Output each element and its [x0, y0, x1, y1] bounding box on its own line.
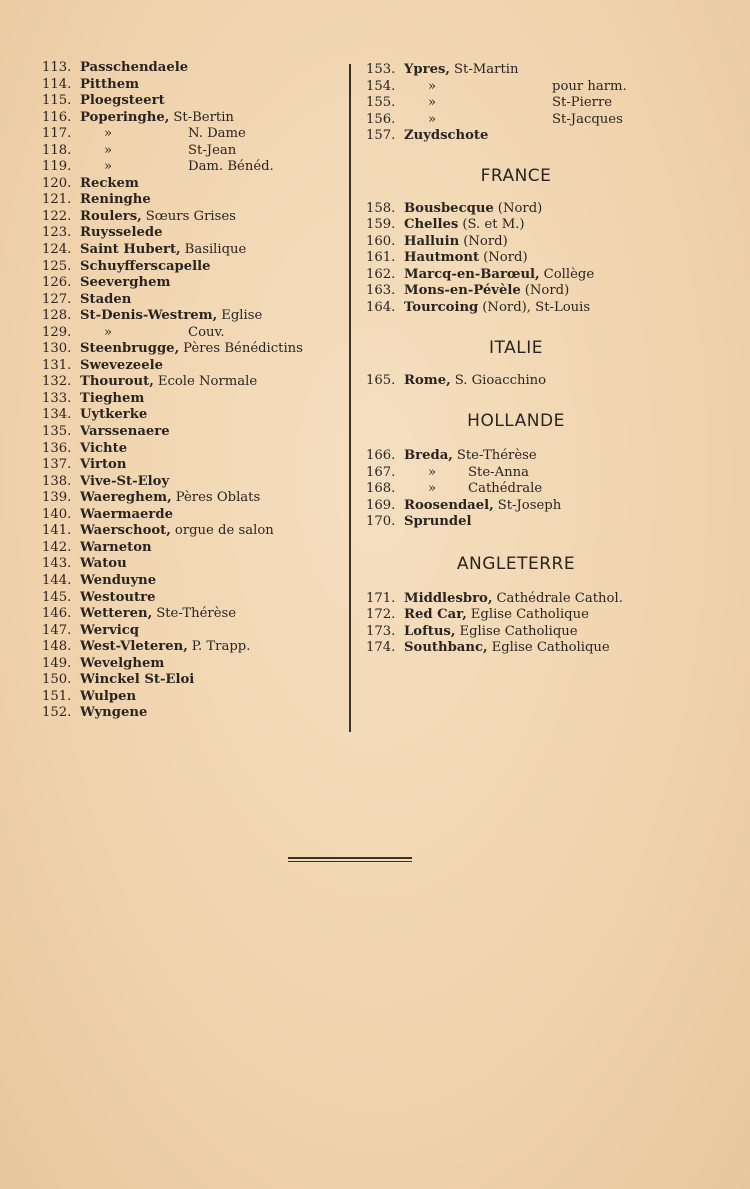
entry-number: 126. [42, 275, 72, 291]
list-entry [366, 624, 666, 641]
place-name: Ruysselede [80, 225, 163, 241]
list-entry [42, 192, 347, 209]
location-detail: (Nord) [497, 200, 543, 216]
section-title-italie: ITALIE [489, 337, 543, 358]
place-name: Vive-St-Eloy [80, 473, 170, 489]
entry-number: 136. [42, 440, 72, 456]
entry-number: 162. [366, 266, 396, 282]
place-name: Middlesbro, [404, 590, 493, 606]
place-name: Wevelghem [80, 655, 165, 671]
location-detail: Collège [543, 266, 595, 282]
list-entry [42, 292, 347, 309]
entry-number: 174. [366, 640, 396, 656]
place-name: Tieghem [80, 390, 145, 406]
location-detail: Basilique [184, 242, 247, 258]
list-entry [366, 465, 666, 482]
place-name: Roulers, [80, 208, 142, 224]
entry-number: 123. [42, 225, 72, 241]
place-name: Reninghe [80, 192, 151, 208]
list-entry [42, 143, 347, 160]
list-entry [366, 591, 666, 608]
entry-number: 151. [42, 688, 72, 704]
place-name: Uytkerke [80, 407, 148, 423]
place-name: Waermaerde [80, 506, 173, 522]
list-entry [42, 242, 347, 259]
right-column [366, 62, 666, 657]
entry-number: 155. [366, 95, 396, 111]
place-name: Steenbrugge, [80, 341, 180, 357]
entry-number: 145. [42, 589, 72, 605]
entry-number: 142. [42, 539, 72, 555]
place-name: Seeverghem [80, 275, 171, 291]
location-detail: N. Dame [188, 126, 246, 142]
place-name: Marcq-en-Barœul, [404, 266, 540, 282]
place-name: Reckem [80, 175, 139, 191]
list-entry [42, 540, 347, 557]
list-entry [366, 128, 666, 145]
place-name: Mons-en-Pévèle [404, 283, 521, 299]
list-entry [366, 217, 666, 234]
entry-number: 116. [42, 109, 72, 125]
location-detail: St-Martin [454, 62, 519, 77]
list-entry [42, 523, 347, 540]
list-entry [42, 507, 347, 524]
list-entry [42, 93, 347, 110]
entry-number: 172. [366, 607, 396, 623]
place-name: Chelles [404, 217, 459, 233]
list-entry [42, 689, 347, 706]
entry-number: 113. [42, 60, 72, 75]
entry-number: 149. [42, 655, 72, 671]
entry-number: 144. [42, 572, 72, 588]
list-entry [42, 623, 347, 640]
location-detail: Eglise [221, 308, 263, 324]
ditto-mark: » [104, 159, 113, 175]
place-name: Loftus, [404, 623, 456, 639]
location-detail: Pères Bénédictins [183, 341, 303, 357]
entry-number: 171. [366, 590, 396, 606]
list-entry [42, 573, 347, 590]
location-detail: St-Jacques [552, 111, 623, 127]
entry-number: 125. [42, 258, 72, 274]
list-entry [366, 514, 666, 531]
list-entry [42, 590, 347, 607]
entry-number: 129. [42, 324, 72, 340]
entry-number: 146. [42, 606, 72, 622]
location-detail: S. Gioacchino [454, 372, 547, 388]
entry-number: 119. [42, 159, 72, 175]
belgium-continued-list [366, 62, 666, 145]
entry-number: 167. [366, 464, 396, 480]
location-detail: P. Trapp. [191, 639, 251, 655]
list-entry [42, 672, 347, 689]
ditto-mark: » [428, 464, 437, 480]
list-entry [42, 457, 347, 474]
ditto-mark: » [428, 78, 437, 94]
entry-number: 153. [366, 62, 396, 77]
entry-number: 161. [366, 250, 396, 266]
list-entry [366, 95, 666, 112]
location-detail: pour harm. [552, 78, 627, 94]
list-entry [42, 176, 347, 193]
place-name: Waerschoot, [80, 523, 171, 539]
list-entry [42, 391, 347, 408]
place-name: Ypres, [404, 62, 450, 77]
location-detail: St-Joseph [497, 497, 562, 513]
location-detail: St-Bertin [173, 109, 234, 125]
list-entry [42, 209, 347, 226]
location-detail: (S. et M.) [462, 217, 525, 233]
list-entry [366, 267, 666, 284]
section-title-france: FRANCE [480, 165, 552, 186]
location-detail: Cathédrale [468, 481, 543, 497]
entry-number: 138. [42, 473, 72, 489]
entry-number: 143. [42, 556, 72, 572]
entry-number: 164. [366, 300, 396, 316]
entry-number: 114. [42, 76, 72, 92]
entry-number: 121. [42, 192, 72, 208]
list-entry [42, 407, 347, 424]
place-name: Wervicq [80, 622, 139, 638]
place-name: Thourout, [80, 374, 154, 390]
list-entry [42, 341, 347, 358]
place-name: Wulpen [80, 688, 137, 704]
location-detail: Pères Oblats [175, 490, 261, 506]
place-name: Ploegsteert [80, 93, 165, 109]
hollande-list [366, 448, 666, 531]
place-name: Virton [80, 457, 127, 473]
entry-number: 159. [366, 217, 396, 233]
place-name: West-Vleteren, [80, 639, 188, 655]
place-name: Staden [80, 291, 132, 307]
place-name: Schuyfferscapelle [80, 258, 211, 274]
place-name: Zuydschote [404, 128, 489, 144]
column-divider [349, 64, 351, 732]
location-detail: Eglise Catholique [459, 623, 578, 639]
place-name: Pitthem [80, 76, 140, 92]
list-entry [42, 656, 347, 673]
france-list [366, 201, 666, 317]
list-entry [366, 112, 666, 129]
place-name: Passchendaele [80, 60, 189, 75]
location-detail: (Nord) [483, 250, 528, 266]
list-entry [366, 250, 666, 267]
entry-number: 134. [42, 407, 72, 423]
list-entry [42, 474, 347, 491]
place-name: Varssenaere [80, 424, 170, 440]
list-entry [42, 60, 347, 77]
entry-number: 135. [42, 424, 72, 440]
location-detail: (Nord) [463, 233, 508, 249]
location-detail: Eglise Catholique [470, 607, 589, 623]
place-name: Warneton [80, 539, 152, 555]
place-name: Wenduyne [80, 572, 157, 588]
ditto-mark: » [428, 481, 437, 497]
entry-number: 131. [42, 357, 72, 373]
list-entry [366, 481, 666, 498]
entry-number: 124. [42, 242, 72, 258]
list-entry [366, 607, 666, 624]
place-name: Halluin [404, 233, 460, 249]
entry-number: 141. [42, 523, 72, 539]
ditto-mark: » [104, 324, 113, 340]
location-detail: St-Jean [188, 142, 237, 158]
location-detail: (Nord), St-Louis [482, 300, 591, 316]
place-name: Poperinghe, [80, 109, 170, 125]
ditto-mark: » [104, 126, 113, 142]
location-detail: Cathédrale Cathol. [496, 590, 623, 606]
place-name: Southbanc, [404, 640, 488, 656]
left-column [42, 60, 347, 722]
location-detail: Ecole Normale [157, 374, 258, 390]
entry-number: 156. [366, 111, 396, 127]
entry-number: 120. [42, 175, 72, 191]
place-name: Rome, [404, 372, 451, 388]
place-name: Vichte [80, 440, 128, 456]
place-name: Roosendael, [404, 497, 494, 513]
list-entry [42, 424, 347, 441]
place-name: St-Denis-Westrem, [80, 308, 218, 324]
location-detail: (Nord) [524, 283, 570, 299]
list-entry [366, 234, 666, 251]
section-title-angleterre: ANGLETERRE [456, 553, 576, 574]
list-entry [366, 62, 666, 79]
list-entry [42, 490, 347, 507]
entry-number: 168. [366, 481, 396, 497]
entry-number: 133. [42, 390, 72, 406]
location-detail: Ste-Anna [468, 464, 529, 480]
location-detail: Dam. Bénéd. [188, 159, 274, 175]
list-entry [42, 374, 347, 391]
list-entry [42, 358, 347, 375]
entry-number: 127. [42, 291, 72, 307]
place-name: Waereghem, [80, 490, 172, 506]
list-entry [366, 640, 666, 657]
list-entry [366, 373, 666, 390]
entry-number: 148. [42, 639, 72, 655]
entry-number: 122. [42, 208, 72, 224]
ditto-mark: » [428, 95, 437, 111]
location-detail: Couv. [188, 324, 225, 340]
list-entry [42, 705, 347, 722]
entry-number: 157. [366, 128, 396, 144]
italie-list [366, 373, 666, 390]
place-name: Sprundel [404, 514, 472, 530]
location-detail: St-Pierre [552, 95, 613, 111]
list-entry [366, 283, 666, 300]
place-name: Breda, [404, 448, 453, 464]
location-detail: Ste-Thérèse [456, 448, 537, 464]
end-ornament-rule [288, 857, 412, 864]
entry-number: 173. [366, 623, 396, 639]
list-entry [42, 325, 347, 342]
place-name: Westoutre [80, 589, 156, 605]
entry-number: 169. [366, 497, 396, 513]
place-name: Watou [80, 556, 127, 572]
location-detail: Ste-Thérèse [156, 606, 237, 622]
entry-number: 118. [42, 142, 72, 158]
place-name: Tourcoing [404, 300, 479, 316]
list-entry [366, 79, 666, 96]
list-entry [42, 441, 347, 458]
list-entry [42, 77, 347, 94]
entry-number: 132. [42, 374, 72, 390]
place-name: Wetteren, [80, 606, 153, 622]
location-detail: Eglise Catholique [491, 640, 610, 656]
list-entry [42, 159, 347, 176]
list-entry [42, 639, 347, 656]
list-entry [42, 308, 347, 325]
entry-number: 137. [42, 457, 72, 473]
list-entry [42, 606, 347, 623]
entry-number: 115. [42, 93, 72, 109]
entry-number: 152. [42, 705, 72, 721]
place-name: Saint Hubert, [80, 242, 181, 258]
place-name: Winckel St-Eloi [80, 672, 195, 688]
list-entry [42, 225, 347, 242]
angleterre-list [366, 591, 666, 657]
location-detail: Sœurs Grises [145, 208, 236, 224]
ditto-mark: » [104, 142, 113, 158]
entry-number: 165. [366, 372, 396, 388]
location-detail: orgue de salon [174, 523, 274, 539]
list-entry [366, 448, 666, 465]
entry-number: 163. [366, 283, 396, 299]
section-title-hollande: HOLLANDE [467, 411, 565, 432]
entry-number: 139. [42, 490, 72, 506]
list-entry [42, 556, 347, 573]
entry-number: 117. [42, 126, 72, 142]
entry-number: 147. [42, 622, 72, 638]
list-entry [42, 110, 347, 127]
list-entry [42, 259, 347, 276]
entry-number: 158. [366, 200, 396, 216]
entry-number: 130. [42, 341, 72, 357]
list-entry [366, 498, 666, 515]
entry-number: 170. [366, 514, 396, 530]
place-name: Wyngene [80, 705, 148, 721]
place-name: Red Car, [404, 607, 467, 623]
list-entry [366, 300, 666, 317]
entry-number: 154. [366, 78, 396, 94]
entry-number: 150. [42, 672, 72, 688]
list-entry [42, 126, 347, 143]
entry-number: 140. [42, 506, 72, 522]
place-name: Swevezeele [80, 357, 163, 373]
list-entry [366, 201, 666, 218]
entry-number: 160. [366, 233, 396, 249]
ditto-mark: » [428, 111, 437, 127]
list-entry [42, 275, 347, 292]
entry-number: 128. [42, 308, 72, 324]
place-name: Hautmont [404, 250, 480, 266]
place-name: Bousbecque [404, 200, 494, 216]
entry-number: 166. [366, 448, 396, 464]
